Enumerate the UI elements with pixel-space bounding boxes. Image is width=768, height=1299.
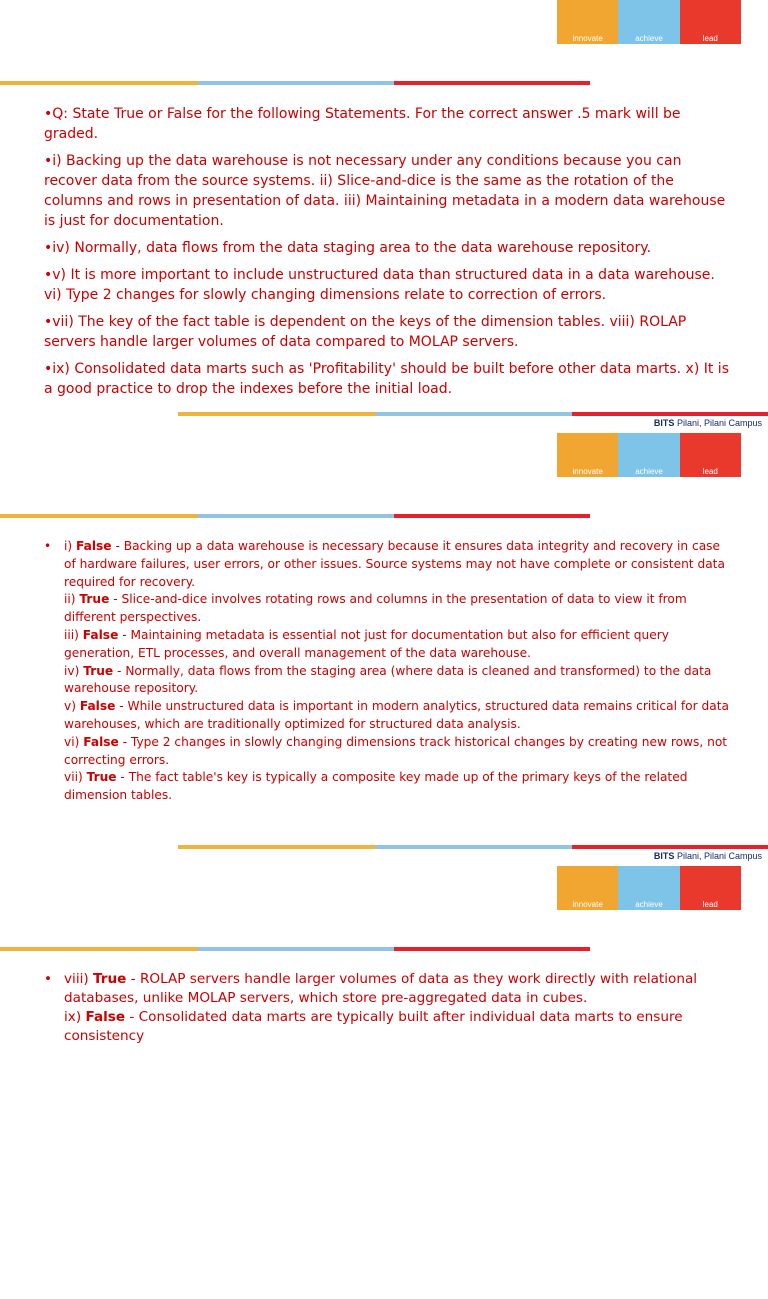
logo-lead: lead	[702, 467, 718, 476]
footer-label	[654, 851, 762, 861]
footer-campus: Pilani, Pilani Campus	[676, 851, 762, 861]
answer-explanation: - Backing up a data warehouse is necessary because it ensures data integrity and recovery in case of hardware failures, user errors, or other issues. Source systems may not have complete or consistent data required for recovery.	[64, 539, 725, 589]
answer-verdict: True	[79, 592, 110, 607]
answer-number: iii)	[64, 627, 79, 642]
logo-lead: lead	[702, 900, 718, 909]
answer-list	[44, 970, 734, 1046]
answer-verdict: False	[79, 699, 116, 714]
logo-achieve: achieve	[635, 34, 663, 43]
answer-line	[64, 698, 734, 734]
answer-line	[64, 970, 734, 1008]
answer-explanation: - Maintaining metadata is essential not just for documentation but also for efficient query generation, ETL processes, and overall management of the data warehouse.	[64, 627, 669, 660]
logo-achieve: achieve	[635, 467, 663, 476]
question-paragraph: •i) Backing up the data warehouse is not necessary under any conditions because you can recover data from the source systems. ii) Slice-and-dice is the same as the rotation of the columns and rows in presentation of data. iii) Maintaining metadata in a modern data warehouse is just for documentation.	[44, 153, 726, 229]
answer-line	[64, 538, 734, 591]
answer-explanation: - The fact table's key is typically a composite key made up of the primary keys of the related dimension tables.	[64, 770, 688, 803]
logo-innovate: innovate	[572, 900, 603, 909]
footer-divider	[178, 412, 768, 416]
answer-line	[64, 769, 734, 805]
answer-explanation: - Normally, data flows from the staging area (where data is cleaned and transformed) to the data warehouse repository.	[64, 663, 712, 696]
logo-innovate: innovate	[572, 34, 603, 43]
answer-list	[44, 538, 734, 805]
footer-divider	[178, 845, 768, 849]
logo-lead: lead	[702, 34, 718, 43]
answer-verdict: False	[76, 539, 112, 553]
answer-verdict: True	[86, 770, 117, 785]
answer-verdict: False	[83, 734, 119, 749]
question-text	[44, 104, 734, 406]
answer-line	[64, 734, 734, 770]
logo-achieve: achieve	[635, 900, 663, 909]
answer-number: v)	[64, 699, 76, 714]
answer-verdict: True	[93, 971, 127, 987]
answer-verdict: False	[85, 1009, 126, 1025]
answer-explanation: - Consolidated data marts are typically built after individual data marts to ensure consistency	[64, 1009, 683, 1044]
bits-logo	[557, 0, 741, 44]
header-divider	[0, 947, 590, 951]
answer-number: vii)	[64, 770, 83, 785]
answer-line	[64, 1008, 734, 1046]
list-item	[44, 538, 734, 805]
question-paragraph: •ix) Consolidated data marts such as 'Profitability' should be built before other data marts. x) It is a good practice to drop the indexes before the initial load.	[44, 361, 729, 397]
answer-verdict: True	[83, 663, 114, 678]
bullet-icon: •	[44, 971, 53, 987]
footer-brand: BITS	[653, 851, 675, 861]
answer-number: ii)	[64, 592, 76, 607]
answer-number: ix)	[64, 1009, 82, 1025]
bullet-icon: •	[44, 539, 52, 553]
answer-explanation: - While unstructured data is important in modern analytics, structured data remains critical for data warehouses, which are traditionally optimized for structured data analysis.	[64, 699, 729, 731]
answer-line	[64, 663, 734, 699]
question-paragraph: •iv) Normally, data flows from the data staging area to the data warehouse repository.	[44, 240, 652, 256]
answer-line	[64, 591, 734, 627]
question-paragraph: •vii) The key of the fact table is dependent on the keys of the dimension tables. viii) ROLAP servers handle larger volumes of data compared to MOLAP servers.	[44, 314, 687, 350]
footer-brand: BITS	[653, 418, 675, 428]
answer-explanation: - Type 2 changes in slowly changing dimensions track historical changes by creating new rows, not correcting errors.	[64, 734, 728, 767]
header-divider	[0, 514, 590, 518]
answer-verdict: False	[82, 627, 119, 642]
answer-number: i)	[64, 539, 73, 553]
answer-number: viii)	[64, 971, 89, 987]
list-item	[44, 970, 734, 1046]
bits-logo	[557, 866, 741, 910]
answer-explanation: - ROLAP servers handle larger volumes of data as they work directly with relational databases, unlike MOLAP servers, which store pre-aggregated data in cubes.	[64, 971, 698, 1006]
slide-3	[0, 866, 768, 1299]
answer-explanation: - Slice-and-dice involves rotating rows and columns in the presentation of data to view it from different perspectives.	[64, 592, 687, 625]
answer-number: iv)	[64, 663, 80, 678]
answer-line	[64, 627, 734, 663]
bits-logo	[557, 433, 741, 477]
slide-1	[0, 0, 768, 433]
question-paragraph: •v) It is more important to include unstructured data than structured data in a data warehouse. vi) Type 2 changes for slowly changing dimensions relate to correction of errors.	[44, 267, 715, 303]
answer-number: vi)	[64, 734, 80, 749]
logo-innovate: innovate	[572, 467, 603, 476]
footer-campus: Pilani, Pilani Campus	[676, 418, 762, 428]
footer-label	[654, 418, 762, 428]
question-paragraph: •Q: State True or False for the following Statements. For the correct answer .5 mark will be graded.	[44, 106, 681, 142]
header-divider	[0, 81, 590, 85]
